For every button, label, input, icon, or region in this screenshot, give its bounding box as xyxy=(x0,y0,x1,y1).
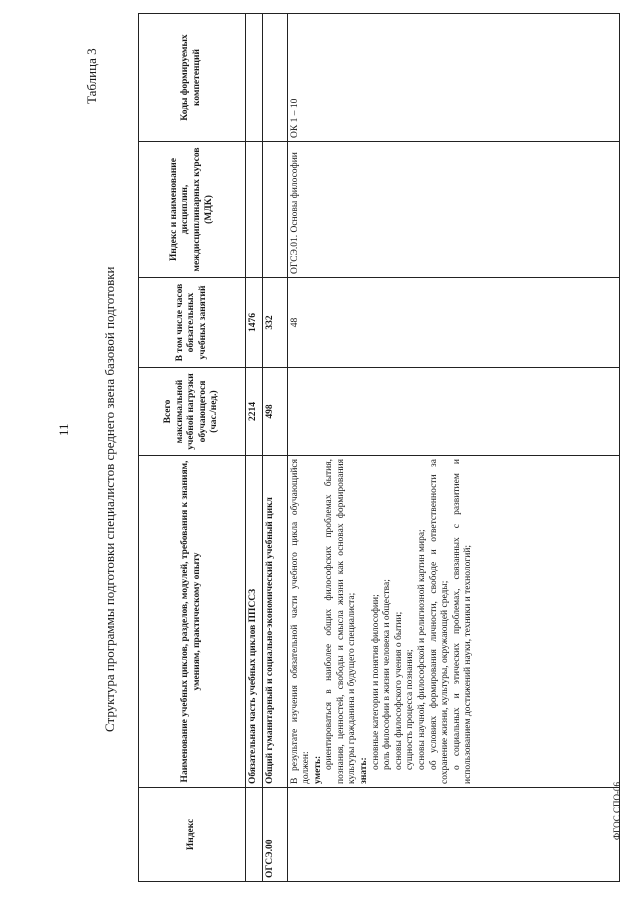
knowledge-item: основы философского учения о бытии; xyxy=(393,611,404,770)
knowledge-item: сущность процесса познания; xyxy=(405,649,416,770)
knowledge-label: знать: xyxy=(359,757,370,784)
table-row-cycle xyxy=(262,14,287,882)
knowledge-item: роль философии в жизни человека и общества; xyxy=(382,579,393,770)
structure-table xyxy=(138,14,620,882)
header-index: Индекс xyxy=(139,788,246,882)
cell-empty xyxy=(287,788,619,882)
cell-discipline-competencies: ОК 1 – 10 xyxy=(287,14,619,142)
page-number: 11 xyxy=(56,423,71,436)
skills-text: ориентироваться в наиболее общих философских проблемах бытия, познания, ценностей, свободы и смысла жизни как основах формирования культуры гражданина и будущего специалиста; xyxy=(324,459,358,784)
header-name: Наименование учебных циклов, разделов, модулей, требования к знаниям, умениям, практическому опыту xyxy=(139,456,246,788)
cell-cycle-mandatory: 332 xyxy=(262,278,287,368)
requirements-intro: В результате изучения обязательной части учебного цикла обучающийся должен: xyxy=(289,459,312,784)
table-label: Таблица 3 xyxy=(84,48,99,104)
cell-cycle-max-load: 498 xyxy=(262,368,287,456)
cell-total-mandatory: 1476 xyxy=(246,278,263,368)
table-title: Структура программы подготовки специалистов среднего звена базовой подготовки xyxy=(102,266,117,732)
knowledge-item: основные категории и понятия философии; xyxy=(370,594,381,770)
cell-discipline-content xyxy=(287,456,619,788)
table-row-discipline xyxy=(287,14,619,882)
cell-empty xyxy=(246,142,263,278)
table-header-row xyxy=(139,14,246,882)
cell-empty xyxy=(287,368,619,456)
cell-empty xyxy=(262,14,287,142)
knowledge-item: об условиях формирования личности, свободе и ответственности за сохранение жизни, культуры, окружающей среды; xyxy=(428,459,451,784)
cell-total-max-load: 2214 xyxy=(246,368,263,456)
cell-cycle-name: Общий гуманитарный и социально-экономический учебный цикл xyxy=(262,456,287,788)
knowledge-item: основы научной, философской и религиозной картин мира; xyxy=(416,529,427,770)
cell-empty xyxy=(246,14,263,142)
cell-total-name: Обязательная часть учебных циклов ППССЗ xyxy=(246,456,263,788)
header-mandatory: В том числе часов обязательных учебных занятий xyxy=(139,278,246,368)
knowledge-item: о социальных и этических проблемах, связанных с развитием и использованием достижений науки, техники и технологий; xyxy=(451,459,474,784)
cell-discipline-mandatory: 48 xyxy=(287,278,619,368)
cell-empty xyxy=(246,788,263,882)
footer-code: ФГОС СПО-06 xyxy=(612,782,622,840)
cell-empty xyxy=(262,142,287,278)
table-row-total xyxy=(246,14,263,882)
header-competencies: Коды формируемых компетенций xyxy=(139,14,246,142)
cell-cycle-index: ОГСЭ.00 xyxy=(262,788,287,882)
header-max-load: Всего максимальной учебной нагрузки обучающегося (час./нед.) xyxy=(139,368,246,456)
skills-label: уметь: xyxy=(312,755,323,784)
cell-discipline-name: ОГСЭ.01. Основы философии xyxy=(287,142,619,278)
header-disciplines: Индекс и наименование дисциплин, междисциплинарных курсов (МДК) xyxy=(139,142,246,278)
